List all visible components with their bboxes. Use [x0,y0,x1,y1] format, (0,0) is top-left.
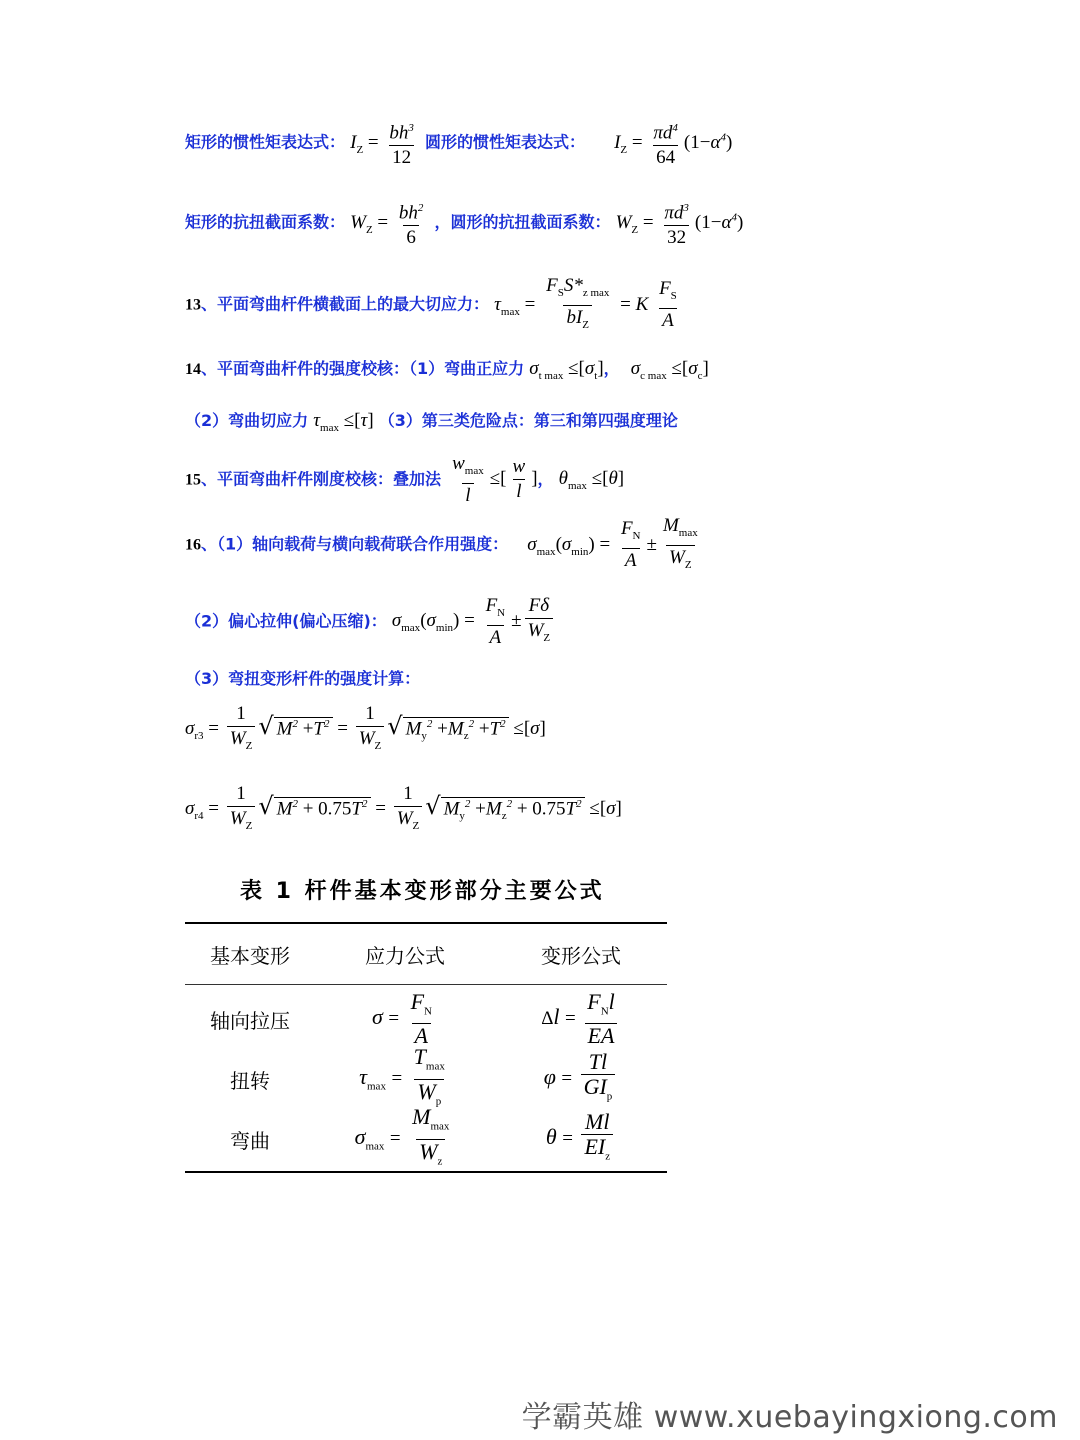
table-row [185,989,667,1049]
row-name-torsion: 扭转 [230,1068,270,1093]
header-deformation: 基本变形 [210,943,290,968]
line-16c [185,666,420,689]
table-row [185,1104,667,1169]
formula-deflection-check: $\frac{w_{max}}{l}$ ≤[ $\frac{w}{l}$ ] [452,453,538,506]
table-header-rule [185,984,667,985]
combined-load-label: 、（1）轴向载荷与横向载荷联合作用强度： [201,534,509,554]
line-section-modulus [185,196,743,250]
formula-combined-load: $\sigma_{max}(\sigma_{min})$ = $\frac{F_N}{A}$ ± $\frac{M_{max}}{W_Z}$ [527,534,703,555]
formula-eccentric: $\sigma_{max}(\sigma_{min})$ = $\frac{F_N}{A}$ ± $\frac{F\delta}{W_Z}$ [392,610,556,631]
separator: ， [537,469,554,489]
watermark-text: 学霸英雄 www.xuebayingxiong.com [521,1400,1058,1435]
formula-shear-check: $\tau_{max} \le[\tau]$ [313,410,374,434]
line-inertia [185,116,732,170]
table-header-row [185,924,667,984]
axial-stress-formula: σ = $\frac{F_N}{A}$ [372,988,432,1049]
formula-compression-check: $\sigma_{c max} \le[\sigma_c]$ [630,358,709,382]
separator: ， [603,359,620,378]
eccentric-label: （2）偏心拉伸(偏心压缩)： [185,611,387,631]
torsion-stress-formula: $\tau_{max}$ = $\frac{T_{max}}{W_p}$ [315,1045,495,1113]
line-14 [185,356,709,382]
bending-stress-formula: $\sigma_{max}$ = $\frac{M_{max}}{W_z}$ [315,1105,495,1173]
circle-modulus-label: ，圆形的抗扭截面系数： [434,212,611,232]
table-title: 表 1 杆件基本变形部分主要公式 [240,879,605,904]
header-deformation-formula: 变形公式 [541,943,621,968]
bend-torsion-label: （3）弯扭变形杆件的强度计算： [185,669,421,688]
line-16 [185,514,704,577]
torsion-deformation-formula: φ = $\frac{Tl}{GI_p}$ [495,1050,667,1108]
formula-rotation-check: $\theta_{max} \le[\theta]$ [558,468,625,493]
line-14b [185,408,678,434]
strength-check-label: 、平面弯曲杆件的强度校核：（1）弯曲正应力 [201,359,525,378]
stiffness-check-label: 、平面弯曲杆件刚度校核：叠加法 [201,469,442,489]
formula-max-shear: $\tau_{max}$ = $\frac{F_SS*_{z max}}{bI_Z}$ = K $\frac{F_S}{A}$ [494,294,683,315]
formula-rect-modulus: $W_Z$ = $\frac{bh^2}{6}$ [350,202,424,249]
formula-sigma-r3: $\sigma_{r3}$ = $\frac{1}{W_Z}$ √ $M^2 +T^2$ = $\frac{1}{W_Z}$ √ $M_y^2 +M_z^2 +T^2 \le[\sigma]$ [185,702,546,758]
line-13 [185,274,683,337]
formula-sigma-r4: $\sigma_{r4}$ = $\frac{1}{W_Z}$ √ $M^2 + 0.75T^2$ = $\frac{1}{W_Z}$ √ $M_y^2 +M_z^2 + 0.75T^2 \le[\sigma]$ [185,782,622,838]
formula-circle-modulus: $W_Z$ = $\frac{\pi d^3}{32}$ $(1-\alpha^4)$ [615,202,744,249]
axial-deformation-formula: Δl = $\frac{F_Nl}{EA}$ [495,990,667,1048]
formula-circle-inertia: $I_Z$ = $\frac{\pi d^4}{64}$ $(1-\alpha^4)$ [614,122,733,169]
formula-table [185,922,667,1173]
line-15 [185,452,624,508]
table-row [185,1044,667,1109]
item-number-15: 15 [185,471,201,489]
bending-deformation-formula: θ = $\frac{Ml}{EI_z}$ [495,1110,667,1168]
item-number-13: 13 [185,296,201,314]
item-number-14: 14 [185,361,201,378]
header-stress-formula: 应力公式 [365,943,445,968]
formula-tension-check: $\sigma_{t max} \le[\sigma_t]$ [529,358,604,382]
rect-inertia-label: 矩形的惯性矩表达式： [185,132,346,152]
formula-rect-inertia: $I_Z$ = $\frac{bh^3}{12}$ [350,122,414,169]
max-shear-label: 、平面弯曲杆件横截面上的最大切应力： [201,294,490,314]
item-number-16: 16 [185,536,201,554]
rect-modulus-label: 矩形的抗扭截面系数： [185,212,346,232]
shear-check-label: （2）弯曲切应力 [185,411,309,430]
circle-inertia-label: 圆形的惯性矩表达式： [424,132,585,152]
row-name-bending: 弯曲 [230,1128,270,1153]
row-name-axial: 轴向拉压 [210,1008,290,1033]
line-16b [185,594,556,650]
danger-point-label: （3）第三类危险点：第三和第四强度理论 [378,411,678,430]
